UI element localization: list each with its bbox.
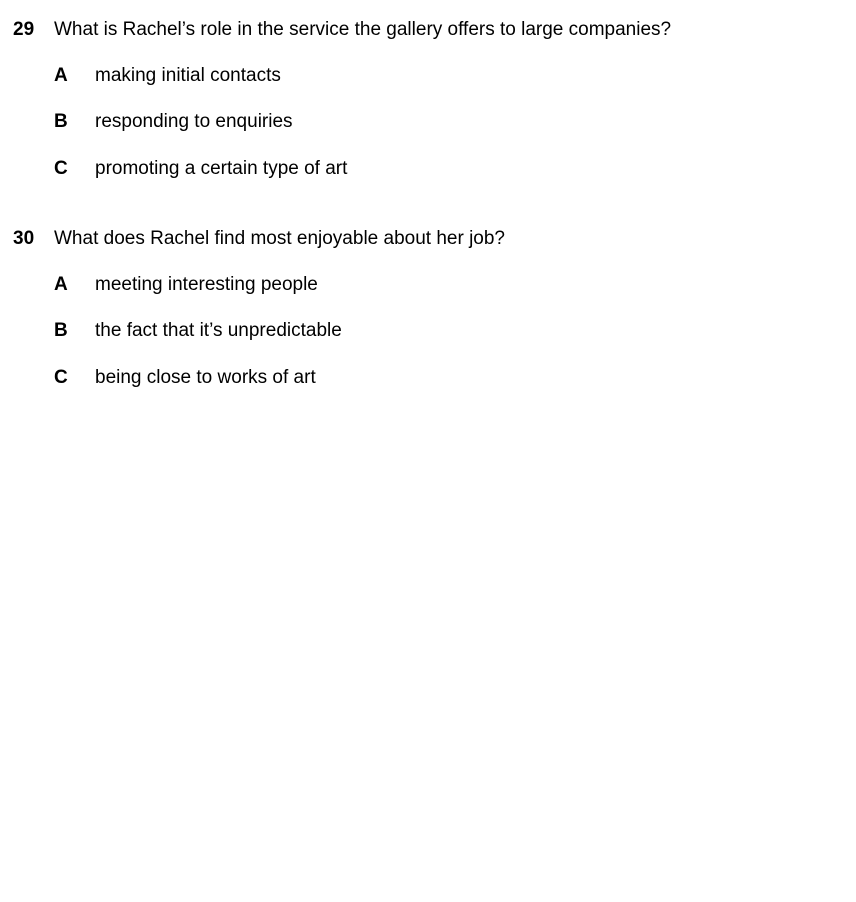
option-text: being close to works of art: [95, 367, 316, 388]
question-text: What is Rachel’s role in the service the gallery offers to large companies?: [54, 19, 672, 40]
question-text: What does Rachel find most enjoyable about her job?: [54, 228, 505, 249]
option-text: making initial contacts: [95, 65, 281, 86]
option-letter: A: [54, 65, 68, 86]
option-letter: C: [54, 367, 68, 388]
question-number: 29: [13, 19, 35, 40]
question-number: 30: [13, 228, 35, 249]
option-letter: B: [54, 320, 68, 341]
option-text: promoting a certain type of art: [95, 158, 348, 179]
option-text: the fact that it’s unpredictable: [95, 320, 342, 341]
option-text: meeting interesting people: [95, 274, 318, 295]
option-letter: A: [54, 274, 68, 295]
option-letter: B: [54, 111, 68, 132]
option-text: responding to enquiries: [95, 111, 293, 132]
option-letter: C: [54, 158, 68, 179]
